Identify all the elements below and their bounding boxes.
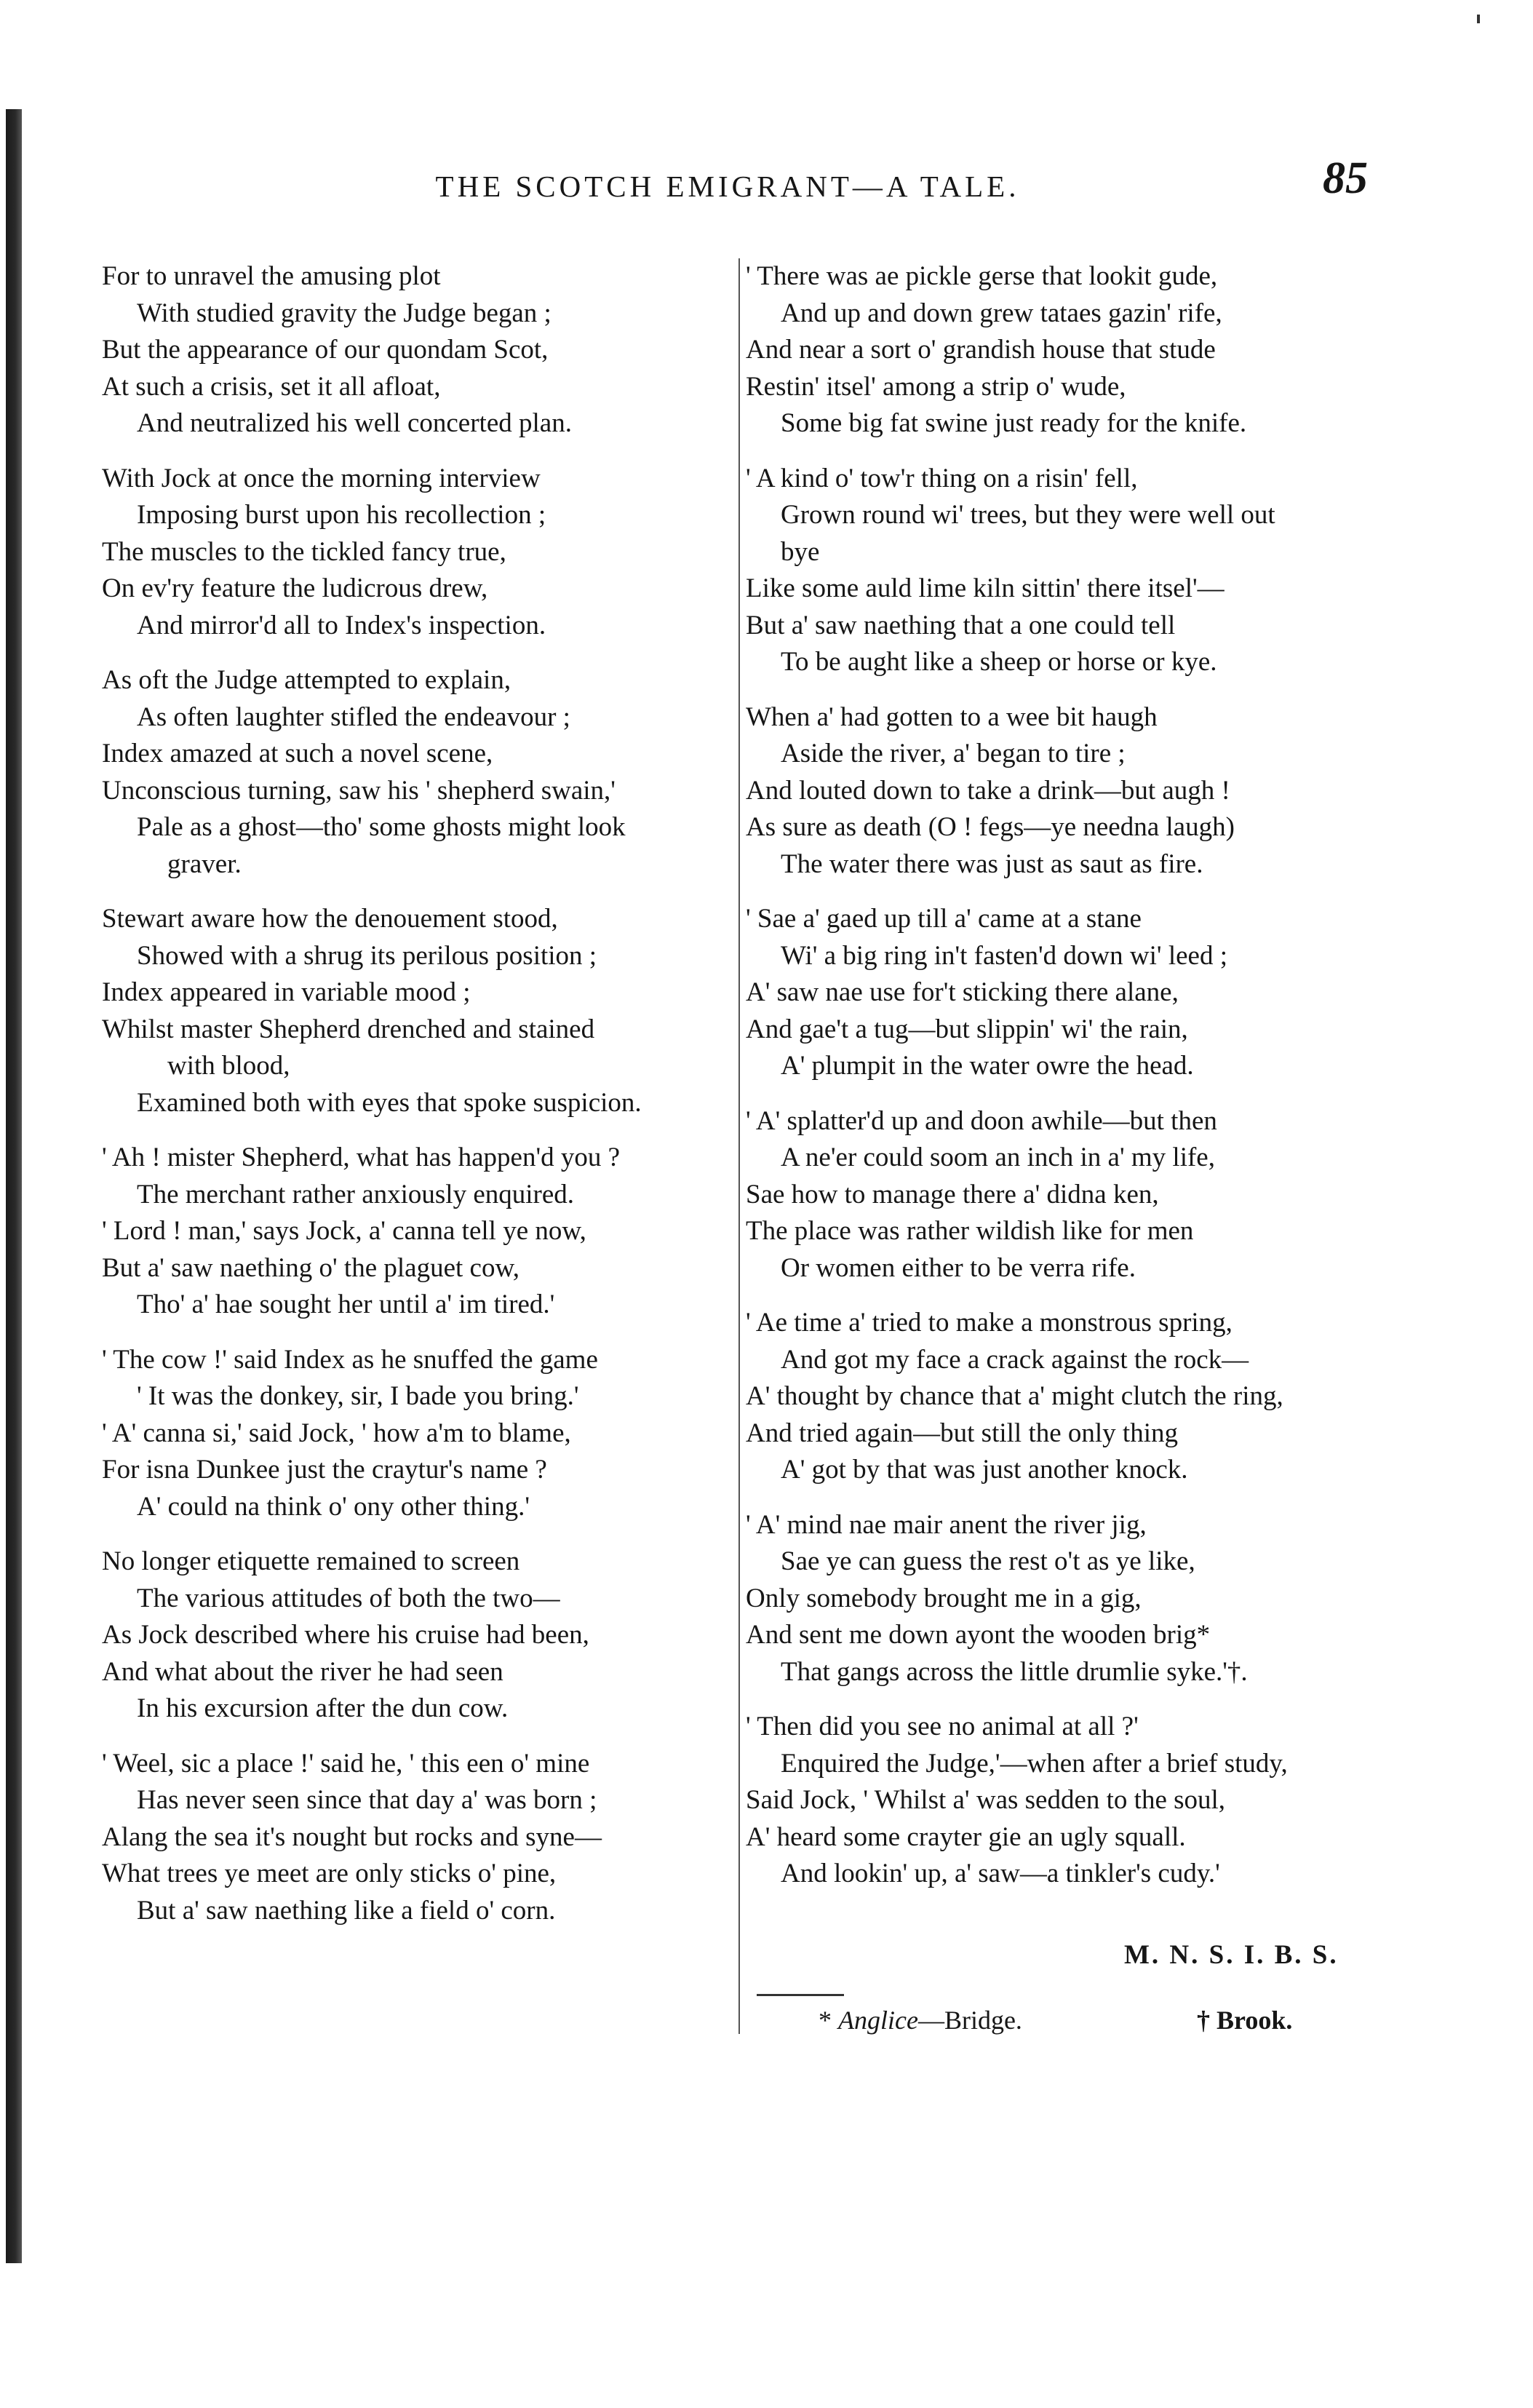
page-number: 85	[1323, 154, 1368, 203]
verse-line: bye	[781, 536, 820, 567]
verse-line: The various attitudes of both the two—	[137, 1583, 560, 1613]
verse-line: With Jock at once the morning interview	[102, 463, 541, 493]
verse-line: As often laughter stifled the endeavour ;	[137, 702, 570, 732]
verse-line: Only somebody brought me in a gig,	[746, 1583, 1142, 1613]
verse-line: And mirror'd all to Index's inspection.	[137, 610, 546, 640]
verse-line: And neutralized his well concerted plan.	[137, 408, 572, 438]
stanza	[102, 461, 735, 645]
verse-line: And gae't a tug—but slippin' wi' the rain,	[746, 1014, 1188, 1044]
verse-line: A ne'er could soom an inch in a' my life,	[781, 1143, 1215, 1172]
verse-line: And lookin' up, a' saw—a tinkler's cudy.'	[781, 1859, 1220, 1888]
verse-line: ' Lord ! man,' says Jock, a' canna tell ye now,	[102, 1216, 586, 1246]
stanza	[746, 258, 1386, 442]
verse-line: But a' saw naething that a one could tell	[746, 610, 1176, 640]
footnote-1-text: —Bridge.	[917, 2006, 1022, 2035]
verse-line: And tried again—but still the only thing	[746, 1418, 1178, 1448]
footnote-1-italic: Anglice	[838, 2006, 918, 2035]
verse-line: Wi' a big ring in't fasten'd down wi' leed ;	[781, 940, 1227, 971]
verse-line: graver.	[167, 849, 242, 879]
verse-line: But the appearance of our quondam Scot,	[102, 335, 549, 365]
verse-line: When a' had gotten to a wee bit haugh	[746, 702, 1158, 732]
stanza	[102, 258, 735, 442]
verse-line: A' could na think o' ony other thing.'	[137, 1491, 530, 1522]
verse-line: ' Ae time a' tried to make a monstrous spring,	[746, 1308, 1233, 1338]
verse-line: ' A' canna si,' said Jock, ' how a'm to blame,	[102, 1418, 571, 1448]
verse-line: And up and down grew tataes gazin' rife,	[781, 298, 1222, 328]
author-signature: M. N. S. I. B. S.	[1124, 1940, 1339, 1970]
column-divider	[738, 258, 740, 2034]
stanza	[746, 1103, 1386, 1287]
verse-line: Examined both with eyes that spoke suspicion.	[137, 1087, 642, 1118]
verse-line: Said Jock, ' Whilst a' was sedden to the soul,	[746, 1785, 1226, 1815]
verse-line: Imposing burst upon his recollection ;	[137, 500, 546, 530]
verse-line: With studied gravity the Judge began ;	[137, 298, 552, 328]
verse-line: Enquired the Judge,'—when after a brief study,	[781, 1748, 1288, 1779]
verse-line: A' saw nae use for't sticking there alane,	[746, 977, 1179, 1007]
verse-line: That gangs across the little drumlie syke.'†.	[781, 1656, 1248, 1687]
stanza	[102, 901, 735, 1121]
footnote-rule	[757, 1994, 844, 1996]
stanza	[746, 1507, 1386, 1691]
verse-line: ' Ah ! mister Shepherd, what has happen'd you ?	[102, 1143, 621, 1172]
verse-line: And sent me down ayont the wooden brig*	[746, 1620, 1211, 1650]
verse-line: And what about the river he had seen	[102, 1656, 503, 1687]
verse-line: And louted down to take a drink—but augh !	[746, 775, 1230, 806]
verse-line: At such a crisis, set it all afloat,	[102, 371, 441, 402]
stanza	[102, 662, 735, 883]
poem-right-column	[746, 258, 1386, 1911]
verse-line: To be aught like a sheep or horse or kye.	[781, 647, 1217, 677]
verse-line: As sure as death (O ! fegs—ye needna laugh)	[746, 812, 1235, 842]
stanza	[746, 901, 1386, 1085]
verse-line: What trees ye meet are only sticks o' pine,	[102, 1859, 557, 1888]
verse-line: Showed with a shrug its perilous position ;	[137, 940, 597, 971]
verse-line: Tho' a' hae sought her until a' im tired.'	[137, 1290, 555, 1319]
verse-line: On ev'ry feature the ludicrous drew,	[102, 573, 488, 603]
verse-line: ' Sae a' gaed up till a' came at a stane	[746, 904, 1142, 934]
verse-line: In his excursion after the dun cow.	[137, 1693, 509, 1723]
ink-speck	[1477, 15, 1480, 23]
stanza	[102, 1140, 735, 1324]
verse-line: As oft the Judge attempted to explain,	[102, 665, 511, 695]
verse-line: For isna Dunkee just the craytur's name ?	[102, 1455, 547, 1485]
verse-line: ' It was the donkey, sir, I bade you bring.'	[137, 1381, 579, 1411]
verse-line: But a' saw naething o' the plaguet cow,	[102, 1252, 520, 1283]
stanza	[102, 1543, 735, 1728]
stanza	[746, 1709, 1386, 1893]
verse-line: And near a sort o' grandish house that stude	[746, 335, 1216, 365]
verse-line: Stewart aware how the denouement stood,	[102, 904, 558, 934]
verse-line: Index appeared in variable mood ;	[102, 977, 471, 1007]
stanza	[746, 699, 1386, 883]
verse-line: ' The cow !' said Index as he snuffed the game	[102, 1344, 598, 1375]
verse-line: A' got by that was just another knock.	[781, 1455, 1188, 1485]
verse-line: The muscles to the tickled fancy true,	[102, 536, 506, 567]
verse-line: Like some auld lime kiln sittin' there itsel'—	[746, 573, 1225, 603]
verse-line: Sae how to manage there a' didna ken,	[746, 1179, 1159, 1209]
verse-line: A' thought by chance that a' might clutch the ring,	[746, 1381, 1283, 1411]
verse-line: ' A' mind nae mair anent the river jig,	[746, 1509, 1147, 1540]
verse-line: Some big fat swine just ready for the knife.	[781, 408, 1247, 438]
verse-line: ' There was ae pickle gerse that lookit gude,	[746, 261, 1218, 291]
verse-line: Alang the sea it's nought but rocks and syne—	[102, 1821, 602, 1852]
verse-line: A' plumpit in the water owre the head.	[781, 1051, 1194, 1081]
stanza	[746, 461, 1386, 681]
stanza	[102, 1746, 735, 1930]
book-spine-shadow	[6, 109, 22, 2263]
verse-line: ' A' splatter'd up and doon awhile—but then	[746, 1105, 1217, 1136]
running-header: THE SCOTCH EMIGRANT—A TALE.	[435, 170, 1020, 203]
verse-line: No longer etiquette remained to screen	[102, 1546, 520, 1576]
verse-line: For to unravel the amusing plot	[102, 261, 441, 291]
footnote-1	[819, 2005, 1022, 2035]
footnote-2: † Brook.	[1197, 2006, 1293, 2035]
verse-line: But a' saw naething like a field o' corn.	[137, 1895, 556, 1926]
verse-line: Or women either to be verra rife.	[781, 1252, 1136, 1283]
footnote-1-mark: *	[819, 2006, 832, 2035]
verse-line: Grown round wi' trees, but they were well out	[781, 500, 1275, 530]
verse-line: Whilst master Shepherd drenched and stained	[102, 1014, 595, 1044]
stanza	[102, 1342, 735, 1526]
verse-line: Index amazed at such a novel scene,	[102, 739, 493, 768]
verse-line: The water there was just as saut as fire.	[781, 849, 1203, 879]
poem-left-column	[102, 258, 735, 1947]
verse-line: Has never seen since that day a' was born ;	[137, 1785, 597, 1815]
verse-line: ' A kind o' tow'r thing on a risin' fell,	[746, 463, 1138, 493]
verse-line: ' Then did you see no animal at all ?'	[746, 1712, 1139, 1741]
stanza	[746, 1305, 1386, 1489]
verse-line: Aside the river, a' began to tire ;	[781, 739, 1126, 768]
verse-line: Sae ye can guess the rest o't as ye like,	[781, 1546, 1195, 1576]
verse-line: The merchant rather anxiously enquired.	[137, 1179, 575, 1209]
verse-line: As Jock described where his cruise had been,	[102, 1620, 589, 1650]
verse-line: Unconscious turning, saw his ' shepherd swain,'	[102, 775, 616, 806]
verse-line: Restin' itsel' among a strip o' wude,	[746, 371, 1126, 402]
verse-line: ' Weel, sic a place !' said he, ' this een o' mine	[102, 1748, 590, 1779]
verse-line: Pale as a ghost—tho' some ghosts might look	[137, 812, 626, 842]
verse-line: And got my face a crack against the rock—	[781, 1344, 1249, 1375]
verse-line: The place was rather wildish like for men	[746, 1216, 1194, 1246]
verse-line: with blood,	[167, 1051, 290, 1081]
verse-line: A' heard some crayter gie an ugly squall.	[746, 1821, 1186, 1852]
